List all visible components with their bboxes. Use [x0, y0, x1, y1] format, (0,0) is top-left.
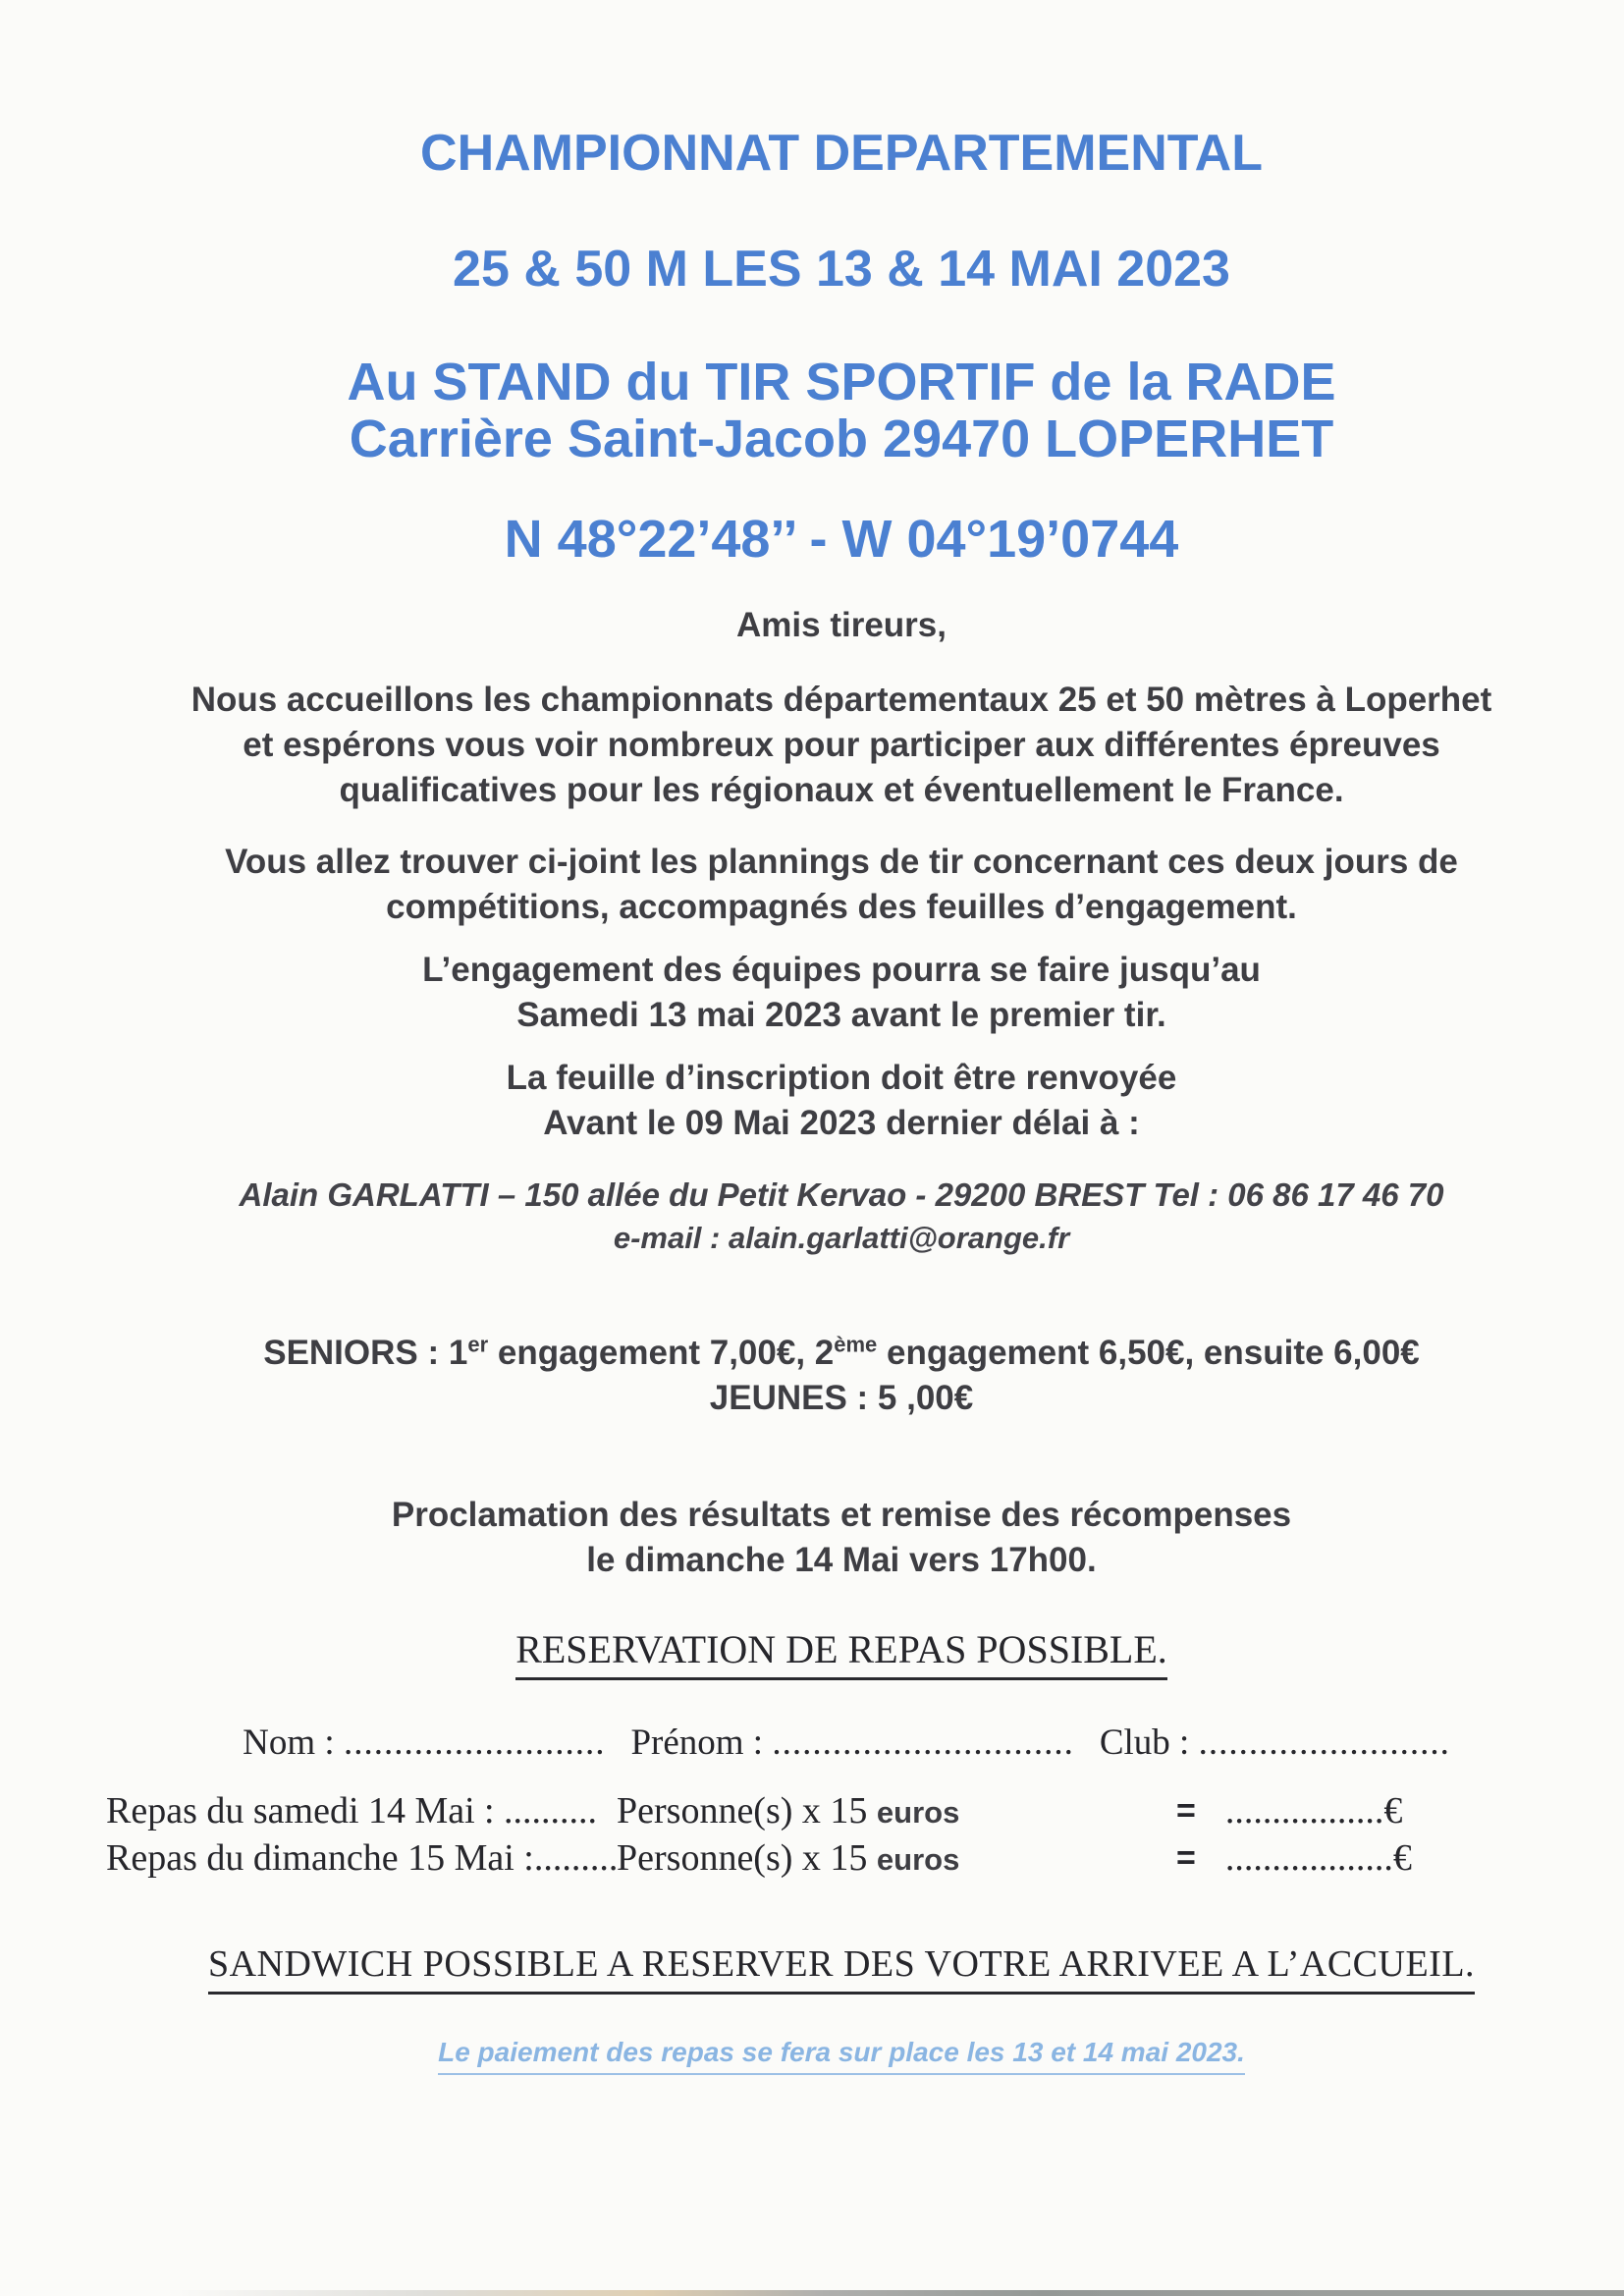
nom-segment [243, 1720, 605, 1767]
paragraph-plannings-line-1: Vous allez trouver ci-joint les plannings de tir concernant ces deux jours de [225, 843, 1458, 881]
meal-row-persons: Personne(s) x 15 [617, 1837, 877, 1879]
reservation-heading [59, 1625, 1624, 1680]
sandwich-note-text: SANDWICH POSSIBLE A RESERVER DES VOTRE ARRIVEE A L’ACCUEIL. [208, 1940, 1475, 1995]
page-title: CHAMPIONNAT DEPARTEMENTAL [420, 125, 1263, 182]
meal-row-saturday [59, 1788, 1624, 1835]
paragraph-team-entry [59, 948, 1624, 1038]
meal-row-persons-cell [597, 1788, 1029, 1835]
seniors-fees-part3: engagement 6,50€, ensuite 6,00€ [877, 1334, 1420, 1372]
results-announcement [59, 1493, 1624, 1583]
paragraph-deadline-line-1: La feuille d’inscription doit être renvoyée [506, 1059, 1177, 1097]
paragraph-team-entry-line-1: L’engagement des équipes pourra se faire jusqu’au [422, 951, 1261, 989]
nom-label: Nom : [243, 1722, 344, 1763]
prenom-segment [630, 1720, 1073, 1767]
jeunes-fees-line: JEUNES : 5 ,00€ [709, 1379, 974, 1417]
payment-note [59, 2034, 1624, 2075]
paragraph-deadline [59, 1056, 1624, 1146]
reservation-heading-text: RESERVATION DE REPAS POSSIBLE. [515, 1625, 1167, 1680]
paragraph-deadline-line-2: Avant le 09 Mai 2023 dernier délai à : [543, 1104, 1140, 1142]
meal-row-label-cell [106, 1835, 619, 1883]
contact-address-line: Alain GARLATTI – 150 allée du Petit Kervao - 29200 BREST Tel : 06 86 17 46 70 [239, 1176, 1444, 1213]
venue-line-1: Au STAND du TIR SPORTIF de la RADE [347, 353, 1336, 411]
venue-block [59, 354, 1624, 467]
prenom-label: Prénom : [630, 1722, 773, 1763]
meal-row-amount-cell [1029, 1788, 1624, 1835]
meal-row-euros-word: euros [876, 1842, 960, 1877]
club-blank-field: ......................... [1198, 1722, 1450, 1763]
scanner-edge-artifact [167, 2290, 1624, 2296]
seniors-fees-part1: SENIORS : 1 [263, 1334, 468, 1372]
meal-row-euros-word: euros [876, 1795, 960, 1830]
seniors-fees-line [59, 1331, 1624, 1376]
nom-blank-field: .......................... [343, 1722, 606, 1763]
fees-block [59, 1331, 1624, 1421]
venue-line-2: Carrière Saint-Jacob 29470 LOPERHET [349, 410, 1334, 468]
meal-row-amount-blank: ..................€ [1224, 1837, 1412, 1879]
meal-row-blank-field: : .......... [483, 1790, 597, 1831]
meal-row-sunday [59, 1835, 1624, 1883]
salutation: Amis tireurs, [736, 606, 947, 644]
seniors-fees-sup1: er [467, 1332, 489, 1357]
paragraph-plannings [59, 840, 1624, 930]
sandwich-note [59, 1940, 1624, 1995]
paragraph-welcome-line-1: Nous accueillons les championnats départementaux 25 et 50 mètres à Loperhet [190, 681, 1492, 719]
paragraph-welcome-line-3: qualificatives pour les régionaux et éventuellement le France. [339, 771, 1344, 809]
prenom-blank-field: .............................. [772, 1722, 1074, 1763]
paragraph-team-entry-line-2: Samedi 13 mai 2023 avant le premier tir. [516, 996, 1166, 1034]
equals-sign: = [1176, 1792, 1196, 1830]
paragraph-welcome [59, 678, 1624, 813]
results-announcement-line-1: Proclamation des résultats et remise des récompenses [391, 1496, 1292, 1534]
scanned-letter-page [59, 0, 1624, 2296]
paragraph-welcome-line-2: et espérons vous voir nombreux pour participer aux différentes épreuves [243, 726, 1440, 764]
meal-row-amount-blank: .................€ [1224, 1790, 1403, 1831]
gps-coordinates: N 48°22’48’’ - W 04°19’0744 [504, 510, 1179, 569]
event-date-title: 25 & 50 M LES 13 & 14 MAI 2023 [453, 241, 1230, 298]
club-segment [1100, 1720, 1450, 1767]
contact-email-line: e-mail : alain.garlatti@orange.fr [613, 1221, 1070, 1255]
seniors-fees-sup2: ème [834, 1332, 878, 1357]
payment-note-text: Le paiement des repas se fera sur place les 13 et 14 mai 2023. [438, 2034, 1245, 2075]
meal-row-persons-cell [597, 1835, 1029, 1883]
club-label: Club : [1099, 1722, 1199, 1763]
meal-row-persons: Personne(s) x 15 [617, 1790, 877, 1831]
results-announcement-line-2: le dimanche 14 Mai vers 17h00. [586, 1541, 1097, 1579]
equals-sign: = [1176, 1839, 1196, 1877]
meal-row-label-cell [106, 1788, 597, 1835]
name-form-row [59, 1720, 1624, 1767]
meal-row-label: Repas du samedi 14 Mai [106, 1790, 475, 1831]
meal-row-amount-cell [1029, 1835, 1624, 1883]
meal-row-blank-field: ......... [533, 1837, 619, 1879]
meal-reservation-rows [59, 1788, 1624, 1883]
paragraph-plannings-line-2: compétitions, accompagnés des feuilles d’engagement. [386, 888, 1297, 926]
meal-row-label: Repas du dimanche 15 Mai : [106, 1837, 534, 1879]
seniors-fees-part2: engagement 7,00€, 2 [488, 1334, 835, 1372]
